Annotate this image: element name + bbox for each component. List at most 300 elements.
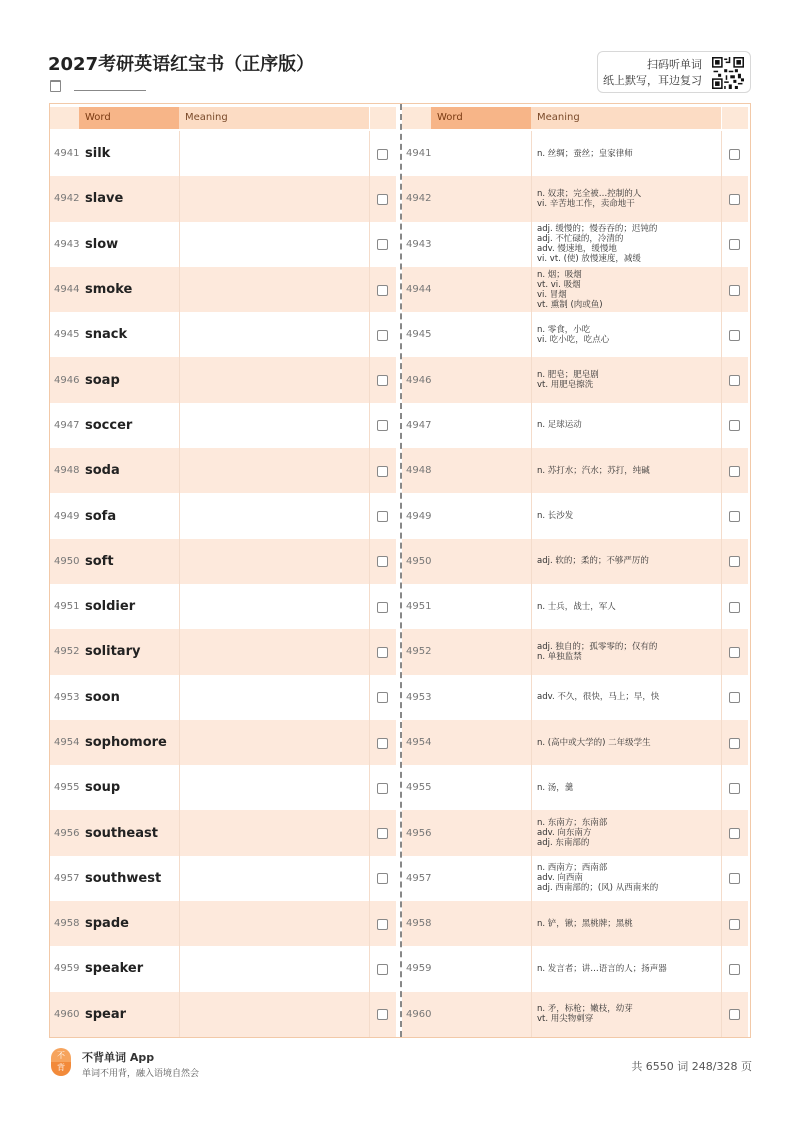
meaning-line: adv. 不久，很快，马上；早，快 <box>537 692 660 703</box>
table-row <box>402 629 748 674</box>
left-rows <box>50 131 396 1037</box>
row-number: 4945 <box>406 329 432 341</box>
meaning-line: adj. 西南部的；(风) 从西南来的 <box>537 883 659 894</box>
checkbox[interactable] <box>377 647 388 658</box>
column-divider <box>369 131 370 176</box>
table-row <box>50 493 396 538</box>
checkbox[interactable] <box>729 466 740 477</box>
vocab-word: soccer <box>85 417 133 433</box>
checkbox[interactable] <box>377 330 388 341</box>
meaning-line: vt. vi. 吸烟 <box>537 279 581 290</box>
column-divider <box>179 403 180 448</box>
header-check-cell <box>370 107 396 129</box>
app-slogan: 单词不用背，融入语境自然会 <box>82 1069 200 1079</box>
column-divider <box>531 901 532 946</box>
column-divider <box>721 992 722 1037</box>
meaning-text <box>537 357 717 402</box>
row-number: 4948 <box>54 465 80 477</box>
vocab-table <box>49 103 751 1038</box>
column-divider <box>531 357 532 402</box>
column-divider <box>179 675 180 720</box>
checkbox[interactable] <box>377 738 388 749</box>
checkbox[interactable] <box>729 738 740 749</box>
column-divider <box>531 448 532 493</box>
column-divider <box>179 584 180 629</box>
checkbox[interactable] <box>377 602 388 613</box>
row-number: 4946 <box>406 374 432 386</box>
row-number: 4950 <box>406 555 432 567</box>
row-number: 4952 <box>406 646 432 658</box>
row-number: 4955 <box>406 782 432 794</box>
meaning-text <box>537 675 717 720</box>
row-number: 4954 <box>54 737 80 748</box>
column-divider <box>721 312 722 357</box>
checkbox[interactable] <box>729 919 740 930</box>
page-title: 2027考研英语红宝书（正序版） <box>48 54 315 75</box>
column-divider <box>721 357 722 402</box>
checkbox[interactable] <box>729 964 740 975</box>
meaning-line: adv. 慢速地，缓慢地 <box>537 244 617 255</box>
column-divider <box>369 901 370 946</box>
vocab-word: soap <box>85 372 120 388</box>
column-divider <box>721 131 722 176</box>
column-divider <box>531 176 532 221</box>
header-word: Word <box>79 107 179 129</box>
row-number: 4955 <box>54 782 80 794</box>
header-meaning: Meaning <box>531 107 721 129</box>
vocab-word: soup <box>85 780 121 796</box>
row-number: 4954 <box>406 737 432 748</box>
column-divider <box>369 629 370 674</box>
column-divider <box>179 448 180 493</box>
table-row <box>50 222 396 267</box>
column-divider <box>531 312 532 357</box>
vocab-word: southwest <box>85 870 162 886</box>
meaning-line: n. 单独监禁 <box>537 651 582 662</box>
meaning-text <box>537 539 717 584</box>
column-divider <box>721 176 722 221</box>
meaning-text <box>537 267 717 312</box>
row-number: 4958 <box>54 918 80 930</box>
meaning-text <box>537 946 717 991</box>
column-divider <box>531 584 532 629</box>
row-number: 4947 <box>54 419 80 431</box>
row-number: 4959 <box>406 963 432 975</box>
header-num-cell <box>402 107 431 129</box>
row-number: 4960 <box>406 1008 432 1020</box>
meaning-line: n. (高中或大学的) 二年级学生 <box>537 737 651 748</box>
column-divider <box>531 675 532 720</box>
column-divider <box>721 629 722 674</box>
table-row <box>402 131 748 176</box>
table-row <box>50 539 396 584</box>
row-number: 4957 <box>54 872 80 884</box>
checkbox[interactable] <box>729 511 740 522</box>
row-number: 4941 <box>54 148 80 160</box>
checkbox[interactable] <box>729 556 740 567</box>
table-row <box>402 675 748 720</box>
checkbox[interactable] <box>377 828 388 839</box>
right-rows <box>402 131 748 1037</box>
table-row <box>50 901 396 946</box>
table-row <box>402 403 748 448</box>
vocab-word: sophomore <box>85 735 167 750</box>
column-divider <box>369 448 370 493</box>
column-divider <box>721 856 722 901</box>
column-divider <box>179 765 180 810</box>
column-divider <box>721 901 722 946</box>
column-divider <box>369 720 370 765</box>
column-divider <box>721 448 722 493</box>
checkbox[interactable] <box>377 511 388 522</box>
qr-code-icon[interactable] <box>712 57 744 89</box>
column-divider <box>369 992 370 1037</box>
table-row <box>402 448 748 493</box>
meaning-line: adj. 不忙碌的，冷清的 <box>537 234 624 245</box>
logo-top: 不 <box>51 1048 71 1062</box>
table-row <box>402 222 748 267</box>
vocab-word: southeast <box>85 825 158 841</box>
table-row <box>50 629 396 674</box>
row-number: 4948 <box>406 465 432 477</box>
column-divider <box>721 403 722 448</box>
meaning-line: n. 长沙发 <box>537 511 574 522</box>
column-divider <box>179 856 180 901</box>
word-column-half <box>50 104 399 1037</box>
meaning-line: n. 苏打水；汽水；苏打，纯碱 <box>537 465 650 476</box>
checkbox[interactable] <box>377 964 388 975</box>
table-row <box>50 720 396 765</box>
row-number: 4960 <box>54 1008 80 1020</box>
scan-text <box>603 57 702 89</box>
column-divider <box>721 539 722 584</box>
table-row <box>402 856 748 901</box>
column-divider <box>531 267 532 312</box>
column-divider <box>179 629 180 674</box>
row-number: 4946 <box>54 374 80 386</box>
vocab-word: spade <box>85 916 129 932</box>
meaning-line: adv. 向东南方 <box>537 828 592 839</box>
vocab-word: sofa <box>85 508 117 524</box>
row-number: 4953 <box>406 691 432 703</box>
meaning-text <box>537 720 717 765</box>
column-divider <box>179 946 180 991</box>
vocab-word: soda <box>85 463 120 479</box>
table-row <box>402 539 748 584</box>
column-divider <box>369 856 370 901</box>
vocab-word: soon <box>85 689 120 705</box>
scan-line-1: 扫码听单词 <box>647 58 702 71</box>
checkbox[interactable] <box>377 375 388 386</box>
checkbox[interactable] <box>729 828 740 839</box>
row-number: 4956 <box>406 827 432 839</box>
table-row <box>402 312 748 357</box>
column-divider <box>179 992 180 1037</box>
vocab-word: slave <box>85 191 124 207</box>
table-row <box>50 357 396 402</box>
date-row <box>50 80 146 92</box>
row-number: 4959 <box>54 963 80 975</box>
vocab-word: soft <box>85 553 114 569</box>
column-divider <box>721 584 722 629</box>
column-divider <box>721 765 722 810</box>
checkbox[interactable] <box>377 556 388 567</box>
meaning-text <box>537 810 717 855</box>
header-check-cell <box>722 107 748 129</box>
meaning-text <box>537 901 717 946</box>
table-row <box>402 176 748 221</box>
row-number: 4952 <box>54 646 80 658</box>
row-number: 4947 <box>406 419 432 431</box>
scan-line-2: 纸上默写，耳边复习 <box>603 74 702 87</box>
row-number: 4943 <box>54 238 80 250</box>
vocab-word: soldier <box>85 599 136 615</box>
meaning-text <box>537 856 717 901</box>
checkbox[interactable] <box>729 375 740 386</box>
column-divider <box>531 403 532 448</box>
column-divider <box>531 810 532 855</box>
meaning-column-half <box>402 104 751 1037</box>
column-divider <box>179 810 180 855</box>
column-divider <box>369 810 370 855</box>
checkbox[interactable] <box>729 602 740 613</box>
vocab-word: silk <box>85 146 111 162</box>
checkbox[interactable] <box>729 647 740 658</box>
meaning-line: n. 东南方；东南部 <box>537 818 608 829</box>
checkbox[interactable] <box>377 466 388 477</box>
column-divider <box>179 267 180 312</box>
row-number: 4950 <box>54 555 80 567</box>
meaning-line: n. 铲，锹；黑桃牌；黑桃 <box>537 918 633 929</box>
column-divider <box>531 720 532 765</box>
meaning-line: vi. 冒烟 <box>537 289 567 300</box>
calendar-icon <box>50 80 61 92</box>
meaning-text <box>537 176 717 221</box>
row-number: 4949 <box>406 510 432 522</box>
meaning-line: adj. 东南部的 <box>537 838 590 849</box>
meaning-line: vt. 用尖物刺穿 <box>537 1014 594 1025</box>
checkbox[interactable] <box>729 420 740 431</box>
column-divider <box>179 312 180 357</box>
meaning-text <box>537 131 717 176</box>
column-divider <box>369 493 370 538</box>
app-logo <box>51 1048 73 1076</box>
right-header <box>402 107 748 129</box>
checkbox[interactable] <box>377 239 388 250</box>
meaning-text <box>537 222 717 267</box>
column-divider <box>369 403 370 448</box>
column-divider <box>179 131 180 176</box>
column-divider <box>531 856 532 901</box>
column-divider <box>531 765 532 810</box>
app-name: 不背单词 App <box>82 1051 155 1064</box>
meaning-text <box>537 312 717 357</box>
column-divider <box>369 222 370 267</box>
meaning-line: n. 足球运动 <box>537 420 582 431</box>
table-row <box>50 810 396 855</box>
meaning-line: vi. vt. (使) 放慢速度，减缓 <box>537 254 641 265</box>
meaning-line: n. 丝绸；蚕丝；皇家律师 <box>537 148 633 159</box>
column-divider <box>179 493 180 538</box>
row-number: 4957 <box>406 872 432 884</box>
vocab-word: snack <box>85 327 128 343</box>
checkbox[interactable] <box>729 239 740 250</box>
table-row <box>50 403 396 448</box>
date-blank-line <box>74 90 146 91</box>
checkbox[interactable] <box>377 919 388 930</box>
row-number: 4944 <box>406 284 432 296</box>
column-divider <box>531 539 532 584</box>
table-row <box>50 267 396 312</box>
checkbox[interactable] <box>377 692 388 703</box>
meaning-text <box>537 584 717 629</box>
column-divider <box>531 222 532 267</box>
table-row <box>50 946 396 991</box>
column-divider <box>721 675 722 720</box>
row-number: 4953 <box>54 691 80 703</box>
column-divider <box>721 267 722 312</box>
checkbox[interactable] <box>729 149 740 160</box>
column-divider <box>531 992 532 1037</box>
column-divider <box>531 629 532 674</box>
meaning-text <box>537 403 717 448</box>
meaning-line: vi. 吃小吃，吃点心 <box>537 334 610 345</box>
column-divider <box>179 901 180 946</box>
vocab-word: speaker <box>85 961 144 977</box>
table-row <box>50 675 396 720</box>
meaning-line: n. 发言者；讲…语言的人；扬声器 <box>537 963 667 974</box>
column-divider <box>369 584 370 629</box>
column-divider <box>179 176 180 221</box>
column-divider <box>531 493 532 538</box>
column-divider <box>721 810 722 855</box>
row-number: 4945 <box>54 329 80 341</box>
checkbox[interactable] <box>377 783 388 794</box>
table-row <box>50 765 396 810</box>
checkbox[interactable] <box>729 330 740 341</box>
checkbox[interactable] <box>377 285 388 296</box>
meaning-line: n. 奴隶；完全被…控制的人 <box>537 188 642 199</box>
row-number: 4958 <box>406 918 432 930</box>
checkbox[interactable] <box>729 873 740 884</box>
meaning-line: n. 肥皂；肥皂剧 <box>537 370 599 381</box>
column-divider <box>369 357 370 402</box>
column-divider <box>721 720 722 765</box>
table-row <box>50 312 396 357</box>
table-row <box>50 584 396 629</box>
table-row <box>402 493 748 538</box>
table-row <box>402 992 748 1037</box>
header-meaning: Meaning <box>179 107 369 129</box>
meaning-line: adj. 缓慢的；慢吞吞的；迟钝的 <box>537 224 658 235</box>
meaning-line: adj. 独自的；孤零零的；仅有的 <box>537 641 658 652</box>
row-number: 4943 <box>406 238 432 250</box>
column-divider <box>721 493 722 538</box>
table-row <box>402 765 748 810</box>
left-header <box>50 107 396 129</box>
checkbox[interactable] <box>729 783 740 794</box>
row-number: 4942 <box>54 193 80 205</box>
header-word: Word <box>431 107 531 129</box>
meaning-line: n. 烟；吸烟 <box>537 269 582 280</box>
meaning-text <box>537 765 717 810</box>
table-row <box>50 448 396 493</box>
table-row <box>402 810 748 855</box>
meaning-line: n. 汤，羹 <box>537 782 574 793</box>
table-row <box>402 720 748 765</box>
meaning-line: adj. 软的；柔的；不够严厉的 <box>537 556 649 567</box>
header-num-cell <box>50 107 79 129</box>
checkbox[interactable] <box>377 149 388 160</box>
meaning-line: n. 西南方；西南部 <box>537 863 608 874</box>
table-row <box>402 584 748 629</box>
checkbox[interactable] <box>377 873 388 884</box>
row-number: 4944 <box>54 284 80 296</box>
row-number: 4956 <box>54 827 80 839</box>
row-number: 4942 <box>406 193 432 205</box>
scan-qr-box[interactable] <box>597 51 751 93</box>
page-info: 共 6550 词 248/328 页 <box>631 1060 752 1073</box>
column-divider <box>721 222 722 267</box>
column-divider <box>369 946 370 991</box>
column-divider <box>179 720 180 765</box>
checkbox[interactable] <box>377 1009 388 1020</box>
table-row <box>402 267 748 312</box>
logo-bottom: 背 <box>51 1062 71 1076</box>
table-row <box>402 946 748 991</box>
vocab-word: smoke <box>85 282 133 298</box>
checkbox[interactable] <box>377 420 388 431</box>
table-row <box>50 856 396 901</box>
checkbox[interactable] <box>729 285 740 296</box>
row-number: 4949 <box>54 510 80 522</box>
meaning-line: n. 矛，标枪；嫩枝，幼芽 <box>537 1004 633 1015</box>
vocab-word: solitary <box>85 644 141 660</box>
table-row <box>50 176 396 221</box>
column-divider <box>179 357 180 402</box>
checkbox[interactable] <box>729 194 740 205</box>
table-row <box>402 901 748 946</box>
row-number: 4951 <box>406 601 432 613</box>
vocab-word: slow <box>85 236 119 252</box>
column-divider <box>531 946 532 991</box>
checkbox[interactable] <box>377 194 388 205</box>
meaning-text <box>537 629 717 674</box>
meaning-line: n. 士兵，战士，军人 <box>537 601 616 612</box>
vocab-word: spear <box>85 1006 127 1022</box>
meaning-line: vt. 用肥皂擦洗 <box>537 380 594 391</box>
meaning-text <box>537 493 717 538</box>
meaning-line: adv. 向西南 <box>537 873 583 884</box>
column-divider <box>369 176 370 221</box>
checkbox[interactable] <box>729 692 740 703</box>
column-divider <box>369 765 370 810</box>
table-row <box>50 992 396 1037</box>
meaning-text <box>537 992 717 1037</box>
row-number: 4951 <box>54 601 80 613</box>
column-divider <box>179 539 180 584</box>
column-divider <box>531 131 532 176</box>
checkbox[interactable] <box>729 1009 740 1020</box>
column-divider <box>721 946 722 991</box>
table-row <box>50 131 396 176</box>
row-number: 4941 <box>406 148 432 160</box>
column-divider <box>369 539 370 584</box>
column-divider <box>369 312 370 357</box>
column-divider <box>369 675 370 720</box>
column-divider <box>179 222 180 267</box>
table-row <box>402 357 748 402</box>
